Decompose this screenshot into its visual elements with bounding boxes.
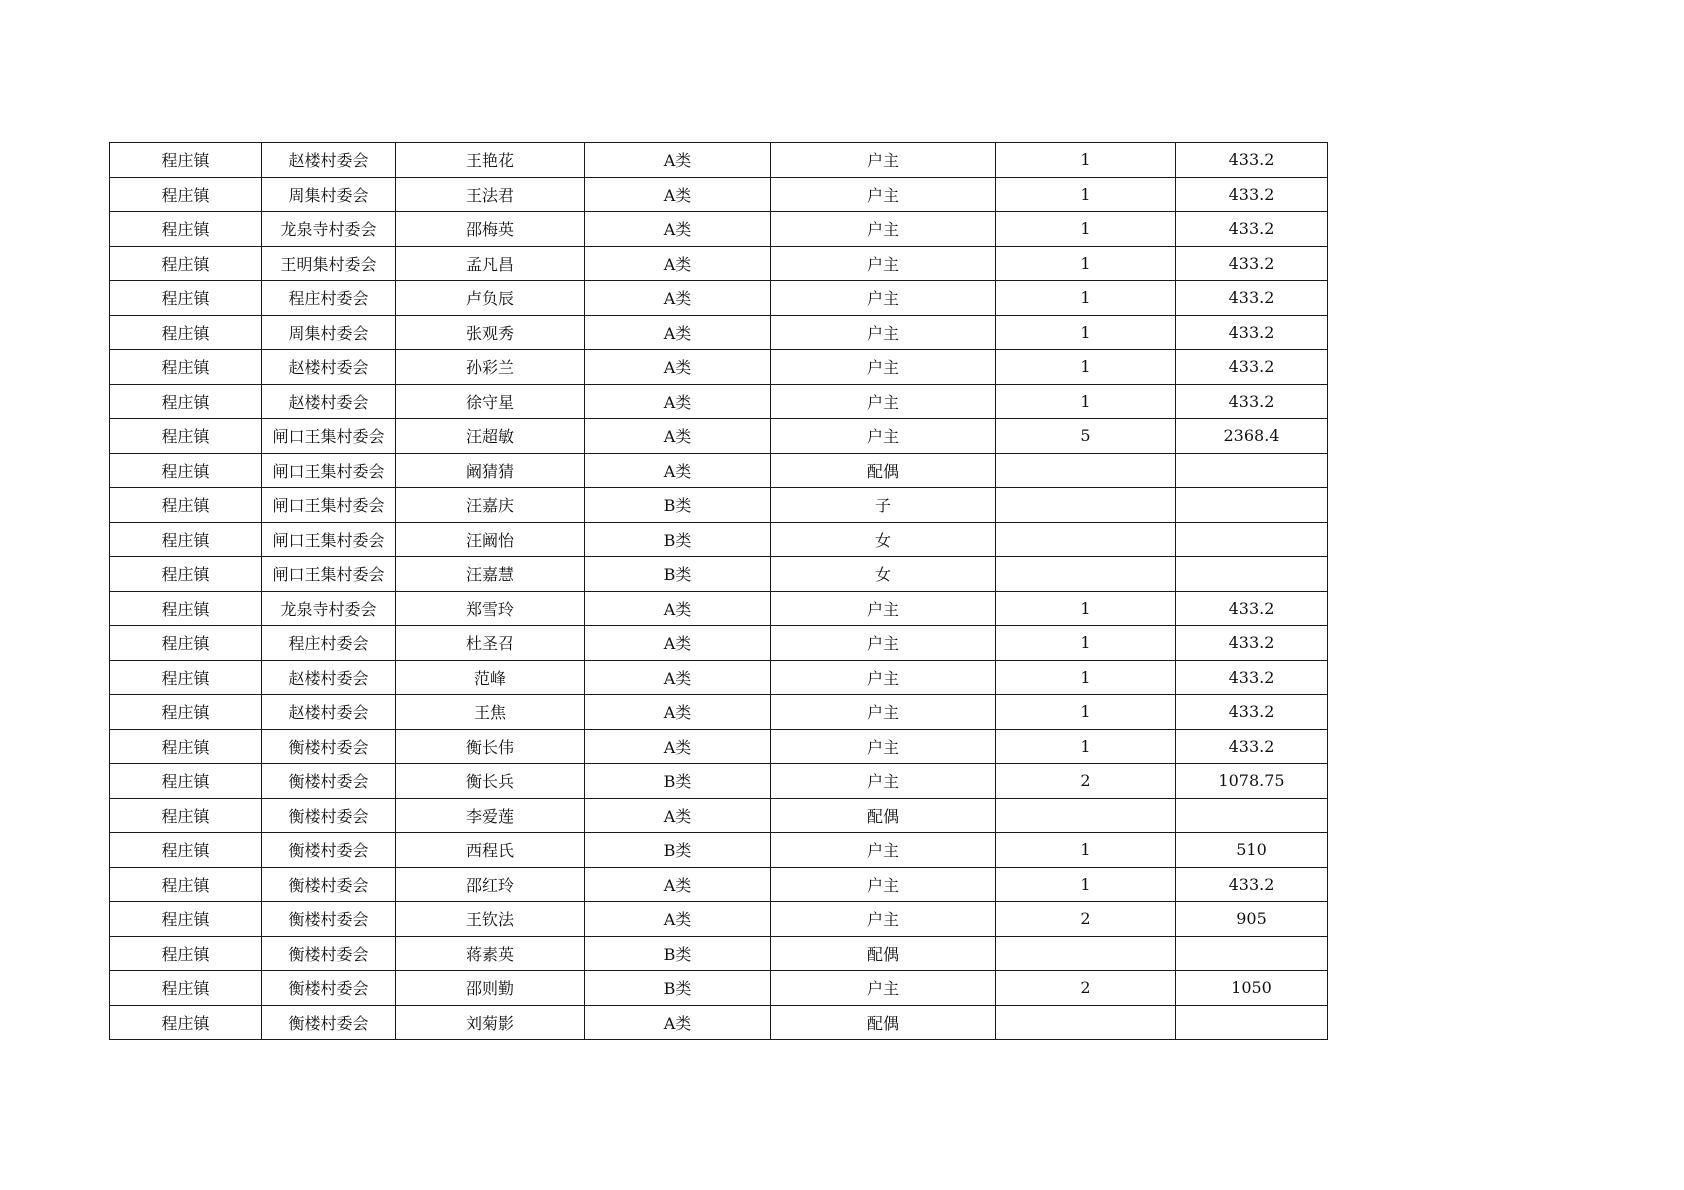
town-cell: 程庄镇 <box>110 1005 262 1040</box>
household-size-cell: 1 <box>996 833 1176 868</box>
village-committee-cell: 衡楼村委会 <box>262 902 396 937</box>
town-cell: 程庄镇 <box>110 902 262 937</box>
amount-cell: 433.2 <box>1176 246 1328 281</box>
town-cell: 程庄镇 <box>110 453 262 488</box>
household-size-cell: 1 <box>996 246 1176 281</box>
relation-cell: 户主 <box>771 177 996 212</box>
table-row <box>110 798 1328 833</box>
relation-cell: 户主 <box>771 729 996 764</box>
category-cell: A类 <box>585 1005 771 1040</box>
relation-cell: 配偶 <box>771 798 996 833</box>
town-cell: 程庄镇 <box>110 143 262 178</box>
amount-cell <box>1176 488 1328 523</box>
village-committee-cell: 衡楼村委会 <box>262 798 396 833</box>
amount-cell: 433.2 <box>1176 867 1328 902</box>
amount-cell: 433.2 <box>1176 177 1328 212</box>
name-cell: 卢负辰 <box>396 281 585 316</box>
table-row <box>110 833 1328 868</box>
category-cell: B类 <box>585 936 771 971</box>
category-cell: A类 <box>585 177 771 212</box>
category-cell: A类 <box>585 246 771 281</box>
town-cell: 程庄镇 <box>110 936 262 971</box>
relation-cell: 户主 <box>771 246 996 281</box>
town-cell: 程庄镇 <box>110 798 262 833</box>
table-body <box>110 143 1328 1040</box>
household-size-cell: 1 <box>996 384 1176 419</box>
name-cell: 孟凡昌 <box>396 246 585 281</box>
town-cell: 程庄镇 <box>110 971 262 1006</box>
amount-cell <box>1176 453 1328 488</box>
name-cell: 孙彩兰 <box>396 350 585 385</box>
household-size-cell: 1 <box>996 626 1176 661</box>
household-size-cell: 5 <box>996 419 1176 454</box>
table-row <box>110 729 1328 764</box>
village-committee-cell: 衡楼村委会 <box>262 867 396 902</box>
relation-cell: 户主 <box>771 591 996 626</box>
household-size-cell: 1 <box>996 281 1176 316</box>
village-committee-cell: 衡楼村委会 <box>262 764 396 799</box>
data-table <box>109 142 1328 1040</box>
category-cell: A类 <box>585 660 771 695</box>
category-cell: A类 <box>585 350 771 385</box>
relation-cell: 户主 <box>771 764 996 799</box>
name-cell: 王焦 <box>396 695 585 730</box>
name-cell: 徐守星 <box>396 384 585 419</box>
name-cell: 杜圣召 <box>396 626 585 661</box>
name-cell: 邵梅英 <box>396 212 585 247</box>
village-committee-cell: 闸口王集村委会 <box>262 419 396 454</box>
relation-cell: 配偶 <box>771 936 996 971</box>
village-committee-cell: 王明集村委会 <box>262 246 396 281</box>
household-size-cell: 1 <box>996 695 1176 730</box>
name-cell: 郑雪玲 <box>396 591 585 626</box>
relation-cell: 子 <box>771 488 996 523</box>
table-row <box>110 1005 1328 1040</box>
amount-cell: 433.2 <box>1176 626 1328 661</box>
name-cell: 衡长兵 <box>396 764 585 799</box>
household-size-cell <box>996 522 1176 557</box>
table-row <box>110 246 1328 281</box>
name-cell: 邵则勤 <box>396 971 585 1006</box>
category-cell: A类 <box>585 695 771 730</box>
village-committee-cell: 闸口王集村委会 <box>262 453 396 488</box>
amount-cell <box>1176 1005 1328 1040</box>
table-row <box>110 591 1328 626</box>
table-row <box>110 350 1328 385</box>
town-cell: 程庄镇 <box>110 591 262 626</box>
category-cell: A类 <box>585 729 771 764</box>
amount-cell: 1078.75 <box>1176 764 1328 799</box>
village-committee-cell: 程庄村委会 <box>262 626 396 661</box>
name-cell: 王钦法 <box>396 902 585 937</box>
village-committee-cell: 赵楼村委会 <box>262 384 396 419</box>
amount-cell: 433.2 <box>1176 281 1328 316</box>
town-cell: 程庄镇 <box>110 833 262 868</box>
town-cell: 程庄镇 <box>110 729 262 764</box>
relation-cell: 户主 <box>771 350 996 385</box>
category-cell: A类 <box>585 384 771 419</box>
table-row <box>110 936 1328 971</box>
category-cell: A类 <box>585 315 771 350</box>
category-cell: A类 <box>585 212 771 247</box>
household-size-cell: 1 <box>996 350 1176 385</box>
village-committee-cell: 赵楼村委会 <box>262 695 396 730</box>
town-cell: 程庄镇 <box>110 384 262 419</box>
table-row <box>110 212 1328 247</box>
category-cell: A类 <box>585 867 771 902</box>
name-cell: 汪阚怡 <box>396 522 585 557</box>
town-cell: 程庄镇 <box>110 246 262 281</box>
category-cell: B类 <box>585 522 771 557</box>
name-cell: 阚猜猜 <box>396 453 585 488</box>
amount-cell <box>1176 936 1328 971</box>
village-committee-cell: 衡楼村委会 <box>262 971 396 1006</box>
village-committee-cell: 赵楼村委会 <box>262 143 396 178</box>
household-size-cell <box>996 798 1176 833</box>
amount-cell <box>1176 522 1328 557</box>
relation-cell: 户主 <box>771 833 996 868</box>
relation-cell: 女 <box>771 557 996 592</box>
category-cell: B类 <box>585 971 771 1006</box>
table-row <box>110 902 1328 937</box>
table-row <box>110 764 1328 799</box>
table-row <box>110 626 1328 661</box>
household-size-cell <box>996 488 1176 523</box>
name-cell: 西程氏 <box>396 833 585 868</box>
town-cell: 程庄镇 <box>110 695 262 730</box>
name-cell: 汪超敏 <box>396 419 585 454</box>
category-cell: A类 <box>585 626 771 661</box>
household-size-cell: 2 <box>996 971 1176 1006</box>
relation-cell: 户主 <box>771 384 996 419</box>
category-cell: B类 <box>585 488 771 523</box>
household-size-cell: 1 <box>996 591 1176 626</box>
amount-cell: 1050 <box>1176 971 1328 1006</box>
name-cell: 汪嘉慧 <box>396 557 585 592</box>
amount-cell: 433.2 <box>1176 384 1328 419</box>
town-cell: 程庄镇 <box>110 212 262 247</box>
town-cell: 程庄镇 <box>110 660 262 695</box>
household-size-cell: 2 <box>996 764 1176 799</box>
relation-cell: 女 <box>771 522 996 557</box>
category-cell: A类 <box>585 798 771 833</box>
town-cell: 程庄镇 <box>110 488 262 523</box>
relation-cell: 户主 <box>771 281 996 316</box>
category-cell: A类 <box>585 591 771 626</box>
household-size-cell: 1 <box>996 143 1176 178</box>
household-size-cell: 2 <box>996 902 1176 937</box>
category-cell: A类 <box>585 419 771 454</box>
name-cell: 刘菊影 <box>396 1005 585 1040</box>
name-cell: 张观秀 <box>396 315 585 350</box>
town-cell: 程庄镇 <box>110 419 262 454</box>
village-committee-cell: 衡楼村委会 <box>262 833 396 868</box>
table-row <box>110 971 1328 1006</box>
amount-cell: 433.2 <box>1176 350 1328 385</box>
table-row <box>110 660 1328 695</box>
amount-cell: 433.2 <box>1176 143 1328 178</box>
relation-cell: 户主 <box>771 971 996 1006</box>
village-committee-cell: 程庄村委会 <box>262 281 396 316</box>
amount-cell: 433.2 <box>1176 315 1328 350</box>
category-cell: A类 <box>585 281 771 316</box>
amount-cell: 510 <box>1176 833 1328 868</box>
village-committee-cell: 闸口王集村委会 <box>262 488 396 523</box>
category-cell: A类 <box>585 453 771 488</box>
relation-cell: 户主 <box>771 626 996 661</box>
amount-cell <box>1176 798 1328 833</box>
name-cell: 蒋素英 <box>396 936 585 971</box>
town-cell: 程庄镇 <box>110 177 262 212</box>
table-row <box>110 557 1328 592</box>
village-committee-cell: 衡楼村委会 <box>262 729 396 764</box>
category-cell: A类 <box>585 143 771 178</box>
relation-cell: 配偶 <box>771 1005 996 1040</box>
table-row <box>110 419 1328 454</box>
relation-cell: 户主 <box>771 419 996 454</box>
relation-cell: 户主 <box>771 867 996 902</box>
amount-cell: 2368.4 <box>1176 419 1328 454</box>
name-cell: 汪嘉庆 <box>396 488 585 523</box>
household-size-cell: 1 <box>996 177 1176 212</box>
name-cell: 王法君 <box>396 177 585 212</box>
category-cell: B类 <box>585 764 771 799</box>
town-cell: 程庄镇 <box>110 281 262 316</box>
amount-cell: 905 <box>1176 902 1328 937</box>
relation-cell: 配偶 <box>771 453 996 488</box>
table-row <box>110 488 1328 523</box>
village-committee-cell: 衡楼村委会 <box>262 936 396 971</box>
relation-cell: 户主 <box>771 902 996 937</box>
table-row <box>110 143 1328 178</box>
town-cell: 程庄镇 <box>110 315 262 350</box>
table-row <box>110 177 1328 212</box>
village-committee-cell: 衡楼村委会 <box>262 1005 396 1040</box>
relation-cell: 户主 <box>771 143 996 178</box>
relation-cell: 户主 <box>771 695 996 730</box>
table-row <box>110 315 1328 350</box>
household-size-cell: 1 <box>996 867 1176 902</box>
household-size-cell: 1 <box>996 729 1176 764</box>
household-size-cell: 1 <box>996 315 1176 350</box>
town-cell: 程庄镇 <box>110 557 262 592</box>
village-committee-cell: 龙泉寺村委会 <box>262 212 396 247</box>
town-cell: 程庄镇 <box>110 867 262 902</box>
household-size-cell <box>996 1005 1176 1040</box>
village-committee-cell: 周集村委会 <box>262 315 396 350</box>
town-cell: 程庄镇 <box>110 522 262 557</box>
amount-cell: 433.2 <box>1176 660 1328 695</box>
village-committee-cell: 赵楼村委会 <box>262 660 396 695</box>
category-cell: A类 <box>585 902 771 937</box>
amount-cell: 433.2 <box>1176 591 1328 626</box>
name-cell: 范峰 <box>396 660 585 695</box>
household-size-cell: 1 <box>996 660 1176 695</box>
amount-cell: 433.2 <box>1176 729 1328 764</box>
town-cell: 程庄镇 <box>110 626 262 661</box>
household-size-cell <box>996 557 1176 592</box>
name-cell: 衡长伟 <box>396 729 585 764</box>
relation-cell: 户主 <box>771 212 996 247</box>
village-committee-cell: 闸口王集村委会 <box>262 522 396 557</box>
village-committee-cell: 闸口王集村委会 <box>262 557 396 592</box>
town-cell: 程庄镇 <box>110 764 262 799</box>
relation-cell: 户主 <box>771 660 996 695</box>
relation-cell: 户主 <box>771 315 996 350</box>
household-size-cell: 1 <box>996 212 1176 247</box>
name-cell: 王艳花 <box>396 143 585 178</box>
name-cell: 李爱莲 <box>396 798 585 833</box>
household-size-cell <box>996 453 1176 488</box>
village-committee-cell: 周集村委会 <box>262 177 396 212</box>
category-cell: B类 <box>585 557 771 592</box>
village-committee-cell: 龙泉寺村委会 <box>262 591 396 626</box>
amount-cell: 433.2 <box>1176 695 1328 730</box>
amount-cell <box>1176 557 1328 592</box>
category-cell: B类 <box>585 833 771 868</box>
table-row <box>110 695 1328 730</box>
village-committee-cell: 赵楼村委会 <box>262 350 396 385</box>
amount-cell: 433.2 <box>1176 212 1328 247</box>
household-size-cell <box>996 936 1176 971</box>
table-row <box>110 867 1328 902</box>
name-cell: 邵红玲 <box>396 867 585 902</box>
table-row <box>110 453 1328 488</box>
table-row <box>110 522 1328 557</box>
table-row <box>110 281 1328 316</box>
table-row <box>110 384 1328 419</box>
town-cell: 程庄镇 <box>110 350 262 385</box>
